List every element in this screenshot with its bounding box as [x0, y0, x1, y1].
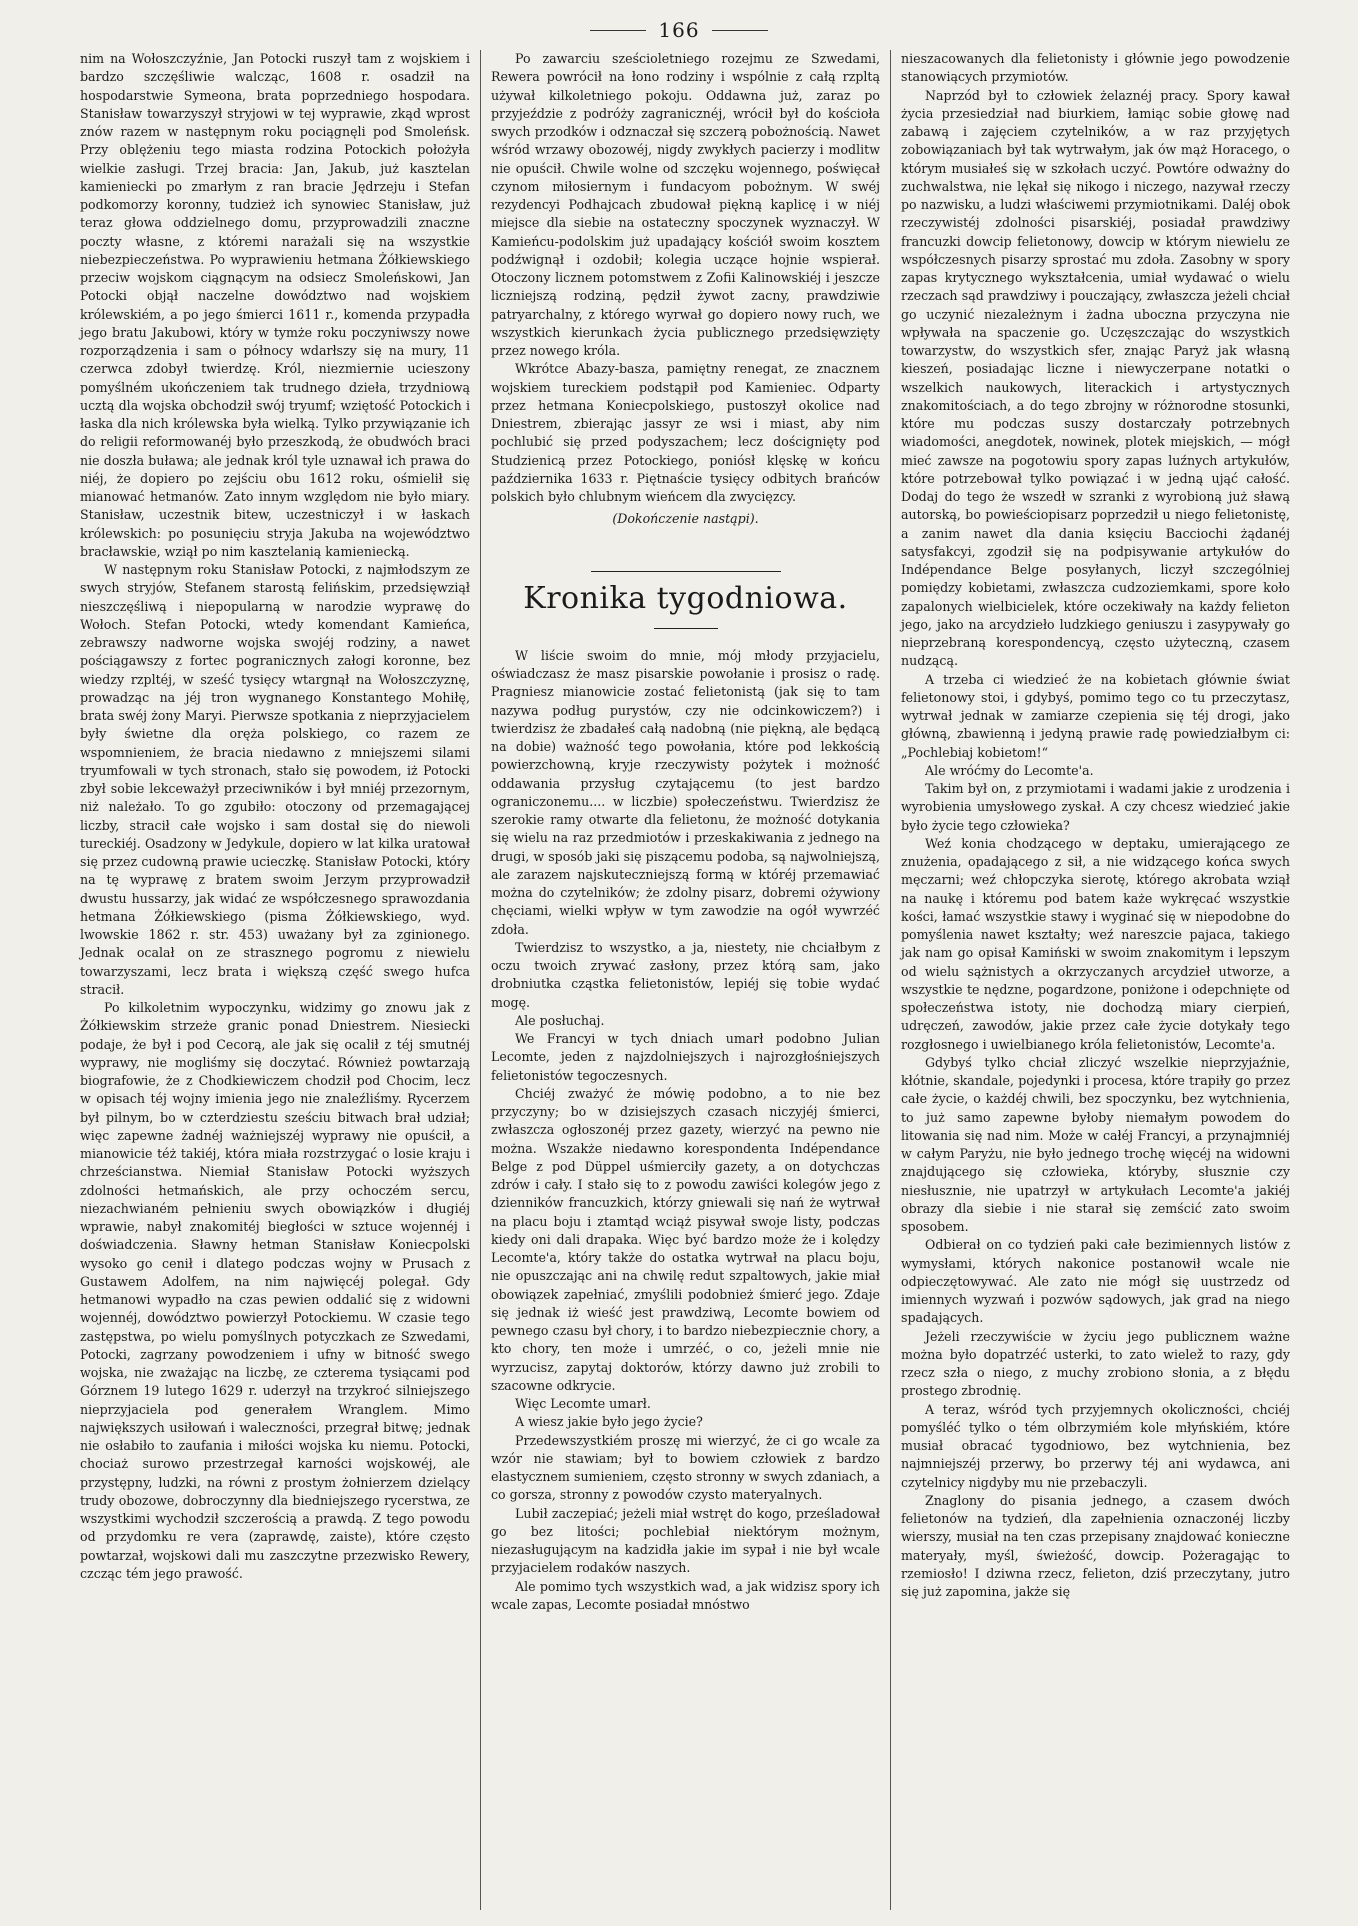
continuation-note: (Dokończenie nastąpi).	[612, 511, 759, 527]
paragraph: Więc Lecomte umarł.	[515, 1396, 651, 1411]
title-divider	[654, 628, 718, 629]
paragraph: Ale posłuchaj.	[515, 1012, 605, 1028]
paragraph: Po zawarciu sześcioletniego rozejmu ze Szwedami, Rewera powrócił na łono rodziny i wspólnie z całą rzpltą używał kilkoletniego pokoju. Oddawna już, zaraz po przyjeździe z podróży zagranicznéj, wrócił był do kościoła swych przodków i odznaczał się szczerą pobożnością. Nawet wśród wrzawy obozowéj, nigdy zwykłych pacierzy i modlitw nie opuścił. Chwile wolne od szczęku wojennego, poświęcał czynom miłosiernym i fundacyom pobożnym. W swéj rezydencyi Podhajcach zbudował piękną kaplicę i w niéj miejsce dla siebie na ostateczny spoczynek wyznaczył. W Kamieńcu-podolskim już upadający kościół swoim kosztem podźwignął i ozdobił; kolegia uczące hojnie wspierał. Otoczony licznem potomstwem z Zofii Kalinowskiéj i jeszcze liczniejszą rodziną, pędził żywot zacny, prawdziwie patryarchalny, z którego wyrwał go dopiero nowy ruch, we wszystkich kierunkach życia publicznego przedsięwzięty przez nowego króla.	[491, 51, 880, 358]
paragraph: A teraz, wśród tych przyjemnych okoliczności, chciéj pomyśléć tylko o tém olbrzymiém kole młyńskiém, które musiał obracać tygodniowo, bez wytchnienia, bez najmniejszéj przerwy, bo przerwy téj ani wydawca, ani czytelnicy nigdyby mu nie przebaczyli.	[901, 1401, 1290, 1490]
paragraph: Takim był on, z przymiotami i wadami jakie z urodzenia i wyrobienia umysłowego zyskał. A czy chcesz wiedzieć jakie było życie tego człowieka?	[901, 781, 1290, 833]
section-title: Kronika tygodniowa.	[523, 580, 848, 616]
page-number: 166	[658, 18, 700, 42]
paragraph: Ale wróćmy do Lecomte'a.	[925, 762, 1094, 778]
paragraph: Odbierał on co tydzień paki całe bezimiennych listów z wymysłami, których nakonice postanowił wcale nie odpieczętowywać. Ale zato nie mógł się uustrzedz od imiennych wyzwań i pozwów sądowych, jak grad na niego spadających.	[901, 1237, 1290, 1326]
header-rule-left	[590, 30, 646, 31]
paragraph: Ale pomimo tych wszystkich wad, a jak widzisz spory ich wcale zapas, Lecomte posiadał mnóstwo	[491, 1578, 880, 1612]
paragraph: nieszacowanych dla felietonisty i głównie jego powodzenie stanowiących przymiotów.	[901, 51, 1290, 85]
paragraph: Weź konia chodzącego w deptaku, umierającego ze znużenia, opadającego z sił, a nie widzącego końca swych męczarni; weź chłopczyka sierotę, którego akrobata wziął na naukę i któremu pod batem każe wykręcać wszystkie kości, łamać wszystkie stawy i wyginać się w niepodobne do pomyślenia nawet kształty; weź nareszcie pajaca, takiego jak nam go opisał Kamiński w swoim znakomitym i lepszym od wielu sążnistych a okrzyczanych arcydzieł utworze, a wszystkie te nędzne, pogardzone, poniżone i odepchnięte od społeczeństwa istoty, nie dochodzą miary cierpień, udręczeń, zawodów, jakie przez całe życie dotykały tego rozgłosnego i uwielbianego króla felietonistów, Lecomte'a.	[901, 835, 1290, 1052]
section-divider	[591, 571, 781, 572]
header-rule-right	[712, 30, 768, 31]
paragraph: Wkrótce Abazy-basza, pamiętny renegat, ze znacznem wojskiem tureckiem podstąpił pod Kamieniec. Odparty przez hetmana Koniecpolskiego, pustoszył okolice nad Dniestrem, zbierając jassyr ze wsi i miast, aby nim pochlubić się przed podyszachem; lecz doścignięty pod Studzienicą przez Potockiego, poniósł klęskę w końcu października 1633 r. Piętnaście tysięcy odbitych brańców polskich było chlubnym wieńcem dla zwycięzcy.	[491, 361, 880, 504]
paragraph: A wiesz jakie było jego życie?	[515, 1414, 703, 1430]
text-columns	[70, 50, 1300, 1910]
column-left	[70, 50, 480, 1910]
column-right	[890, 50, 1300, 1910]
column-middle	[480, 50, 890, 1910]
paragraph: Lubił zaczepiać; jeżeli miał wstręt do kogo, prześladował go bez litości; pochlebiał niektórym możnym, niezasługującym na kadzidła jakie im sypał i nie był wcale przyjacielem rodaków naszych.	[491, 1505, 880, 1576]
paragraph: Naprzód był to człowiek żelaznéj pracy. Spory kawał życia przesiedział nad biurkiem, łamiąc sobie głowę nad zabawą i zajęciem czytelników, a w raz przyjętych zobowiązaniach był tak wytrwałym, jak ów mąż Horacego, o którym musiałeś się w szkołach uczyć. Powtóre odważny do zuchwalstwa, nie lękał się nikogo i niczego, nazywał rzeczy po nazwisku, a ludzi właściwemi przymiotnikami. Daléj obok rzeczywistéj zdolności pisarskiéj, posiadał prawdziwy francuzki dowcip felietonowy, dowcip w którym niewielu ze współczesnych pisarzy sprostać mu zdoła. Zasobny w spory zapas krytycznego wykształcenia, umiał wydawać o wielu rzeczach sąd prawdziwy i pouczający, zwłaszcza jeżeli chciał go uczynić niezależnym i żadna uboczna przyczyna nie wpływała na spaczenie go. Uczęszczając do wszystkich towarzystw, do wszystkich sfer, znając Paryż jak własną kieszeń, posiadając liczne i niewyczerpane notatki o wszelkich naukowych, literackich i artystycznych znakomitościach, a do tego zbrojny w różnorodne stosunki, które mu podczas suszy dostarczały potrzebnych wiadomości, anegdotek, nowinek, plotek miejskich, — mógł mieć zawsze na pogotowiu spory zapas luźnych artykułów, które potrzebował tylko powiązać i w jedną ująć całość. Dodaj do tego że wszedł w szranki z wyrobioną już sławą autorską, bo powieściopisarz poprzedził u niego felietonistę, a zanim nawet dla dania księciu Bacciochi żądanéj satysfakcyi, zgodził się na podpisywanie artykułów do Indépendance Belge posyłanych, liczył szczególniej pomiędzy kobietami, zwłaszcza cudzoziemkami, spore koło zapalonych wielbicielek, które oczekiwały na każdy felieton jego, jako na arcydzieło ludzkiego geniuszu i zasypywały go nieprzebraną korespondencyą, często użyteczną, czasem nudzącą.	[901, 87, 1290, 669]
paragraph: Przedewszystkiém proszę mi wierzyć, że ci go wcale za wzór nie stawiam; był to bowiem człowiek z bardzo elastycznem sumieniem, często stronny w swych zdaniach, a co gorsza, stronny z powodów czysto materyalnych.	[491, 1432, 880, 1503]
paragraph: nim na Wołoszczyźnie, Jan Potocki ruszył tam z wojskiem i bardzo szczęśliwie walcząc, 1608 r. osadził na hospodarstwie Symeona, brata poprzedniego hospodara. Stanisław towarzyszył stryjowi w tej wyprawie, zkąd wprost znów razem w następnym roku pociągnęli pod Smoleńsk. Przy oblężeniu tego miasta rodzina Potockich położyła wielkie zasługi. Trzej bracia: Jan, Jakub, już kasztelan kamieniecki po zmarłym z ran bracie Jędrzeju i Stefan podkomorzy koronny, tudzież ich synowiec Stanisław, już teraz głowa oddzielnego domu, przyprowadzili znaczne poczty własne, z któremi narażali się na wszystkie niebezpieczeństwa. Po wyprawieniu hetmana Żółkiewskiego przeciw wojskom ciągnącym na odsiecz Smoleńskowi, Jan Potocki objął naczelne dowództwo nad wojskiem królewskiém, a po jego śmierci 1611 r., komenda przypadła jego bratu Jakubowi, który w tymże roku poczyniwszy nowe rozporządzenia i sam o północy wdarłszy się na mury, 11 czerwca zdobył twierdzę. Król, niezmiernie ucieszony pomyślném ukończeniem tak trudnego dzieła, trzydniową ucztą dla wojska obchodził swój tryumf; wziętość Potockich i łaska dla nich królewska była wielką. Tylko przywiązanie ich do religii reformowanéj było przeszkodą, że obudwóch braci nie doszła buława; ale jednak król tyle uznawał ich prawa do niéj, że dopiero po zejściu obu 1612 roku, ośmielił się mianować hetmanów. Zato innym względom nie było miary. Stanisław, uczestnik bitew, uczestniczył i w łaskach królewskich: po posunięciu stryja Jakuba na województwo bracławskie, wziął po nim kasztelanią kamieniecką.	[80, 51, 470, 559]
page-header	[0, 14, 1358, 46]
paragraph: Po kilkoletnim wypoczynku, widzimy go znowu jak z Żółkiewskim strzeże granic ponad Dniestrem. Niesiecki podaje, że był i pod Cecorą, ale jak się ocalił z téj smutnéj wyprawy, nie mogliśmy się doczytać. Również powtarzają biografowie, że z Chodkiewiczem chodził pod Chocim, lecz w opisach téj wojny imienia jego nie znaleźliśmy. Rycerzem był pilnym, bo w czterdziestu sześciu bitwach brał udział; więc zapewne żadnéj ważniejszéj wyprawy nie opuścił, a mianowicie téż takiéj, która miała rozstrzygać o losie kraju i chrześcianstwa. Niemiał Stanisław Potocki wyższych zdolności hetmańskich, ale przy ochoczém sercu, niezachwianém pełnieniu swych obowiązków i długiéj wprawie, nabył znakomitéj biegłości w sztuce wojennéj i doświadczenia. Sławny hetman Stanisław Koniecpolski wysoko go cenił i dlatego podczas wojny w Prusach z Gustawem Adolfem, na nim najwięcéj polegał. Gdy hetmanowi wypadło na czas pewien oddalić się z widowni wojennéj, dowództwo powierzył Potockiemu. W czasie tego zastępstwa, po wielu pomyślnych potyczkach ze Szwedami, Potocki, zagrzany powodzeniem i ufny w bitność swego wojska, nie zważając na liczbę, ze czterema tysiącami pod Górznem 19 lutego 1629 r. uderzył na trzykroć silniejszego nieprzyjaciela pod generałem Wranglem. Mimo największych usiłowań i waleczności, przegrał bitwę; jednak nie osłabiło to zaufania i miłości wojska ku niemu. Potocki, chociaż surowo przestrzegał karności wojskowéj, ale przystępny, ludzki, na równi z prostym żołnierzem dzielący trudy obozowe, dobroczynny dla biedniejszego rycerstwa, ze wszystkimi wychodził szczerością a prawdą. Z tego powodu od przydomku re vera (zaprawdę, zaiste), które często powtarzał, wojskowi dali mu zaszczytne przezwisko Rewery, czcząc tém jego prawość.	[80, 1000, 470, 1581]
paragraph: Gdybyś tylko chciał zliczyć wszelkie nieprzyjaźnie, kłótnie, skandale, pojedynki i procesa, które trapiły go przez całe życie, o każdéj chwili, bez spoczynku, bez wytchnienia, to już samo zapewne byłoby niemałym powodem do litowania się nad nim. Może w całéj Francyi, a przynajmniéj w całym Paryżu, nie było jednego trochę więcéj na widowni znajdującego się człowieka, któryby, słusznie czy niesłusznie, nie upatrzył w artykułach Lecomte'a jakiéj obrazy dla siebie i nie starał się zemścić zato swoim sposobem.	[901, 1054, 1290, 1234]
paragraph: W następnym roku Stanisław Potocki, z najmłodszym ze swych stryjów, Stefanem starostą felińskim, przedsięwziął nieszczęśliwą i niepopularną w narodzie wyprawę do Wołoch. Stefan Potocki, wtedy komendant Kamieńca, zebrawszy nadworne wojska swojéj rodziny, a nawet pościągawszy z fortec pogranicznych załogi koronne, bez wiedzy rzpltéj, w sześć tysięcy wtargnął na Wołoszczyznę, prowadząc na jéj tron wygnanego Konstantego Mohiłę, brata swéj żony Maryi. Pierwsze spotkania z nieprzyjacielem były świetne dla oręża polskiego, co razem ze wspomnieniem, że bracia niedawno z mniejszemi silami tryumfowali w tych stronach, stało się powodem, iż Potocki zbył sobie lekceważył przeciwników i był mniéj przezornym, niż należało. To go zgubiło: otoczony od przemagającej liczby, stracił całe wojsko i sam dostał się do niewoli tureckiéj. Osadzony w Jedykule, dopiero w lat kilka uratował się przez cudowną prawie ucieczkę. Stanisław Potocki, który na tę wyprawę z bratem swoim Jerzym przyprowadził dwustu hussarzy, jak widać ze współczesnego sprawozdania hetmana Żółkiewskiego (pisma Żółkiewskiego, wyd. lwowskie 1862 r. str. 453) uważany był za zginionego. Jednak ocalał on ze strasznego pogromu z niewielu towarzyszami, lecz brata i większą część swego hufca stracił.	[80, 562, 470, 997]
paragraph: Znaglony do pisania jednego, a czasem dwóch felietonów na tydzień, dla zapełnienia oznaczonéj liczby wierszy, musiał na ten czas przepisany znajdować konieczne materyały, myśl, świeżość, dowcip. Pożeragając to rzemiosło! I dziwna rzecz, felieton, dziś przeczytany, jutro się już zapomina, jakże się	[901, 1492, 1290, 1599]
paragraph: A trzeba ci wiedzieć że na kobietach głównie świat felietonowy stoi, i gdybyś, pomimo tego co tu przeczytasz, wytrwał jednak w zamiarze czepienia się téj drogi, jako główną, zbawienną i jedyną prawie radę powiedziałbym ci: „Pochlebiaj kobietom!“	[901, 671, 1290, 760]
paragraph: Jeżeli rzeczywiście w życiu jego publicznem ważne można było dopatrzéć usterki, to zato wielež to razy, gdy rzecz szła o niego, z muchy zrobiono słonia, a z błędu prostego zbrodnię.	[901, 1328, 1290, 1399]
paragraph: W liście swoim do mnie, mój młody przyjacielu, oświadczasz że masz pisarskie powołanie i prosisz o radę. Pragniesz mianowicie zostać felietonistą (jak się to tam nazywa podług purystów, czy nie odcinkowiczem?) i twierdzisz że zbadałeś całą nadobną (nie piękną, ale będącą na dobie) ważność tego powołania, które pod lekkością powierzchowną, kryje rzeczywisty pożytek i możność oddawania przysług czytającemu (to jest bardzo ograniczonemu.... w liczbie) społeczeństwu. Twierdzisz że szerokie ramy otwarte dla felietonu, że możność dotykania się wielu na raz przedmiotów i przeskakiwania z jednego na drugi, w sposób jaki się piszącemu podoba, są najwolniejszą, ale zarazem najskuteczniejszą formą w któréj przemawiać można do czytelników; że zdolny pisarz, dobremi ożywiony chęciami, wielki wpływ w tym zawodzie na ogół wywrzéć zdoła.	[491, 647, 880, 937]
paragraph: Chciéj zważyć że mówię podobno, a to nie bez przyczyny; bo w dzisiejszych czasach niczyjéj śmierci, zwłaszcza ogłoszonéj przez gazety, wierzyć na pewno nie można. Wszakże niedawno korespondenta Indépendance Belge z pod Düppel uśmierciły gazety, a on dotychczas zdrów i cały. I stało się to z powodu zawiści kolegów jego z dzienników francuzkich, którzy gniewali się nań że wytrwał na placu boju i ztamtąd wciąż pisywał swoje listy, podczas kiedy oni dali drapaka. Więc być bardzo może że i kolędzy Lecomte'a, który także do ostatka wytrwał na placu boju, nie opuszczając ani na chwilę redut szpaltowych, jakie miał obowiązek zapełniać, zmyślili podobnież śmierć jego. Zdaje się jednak iż wieść jest prawdziwą, Lecomte bowiem od pewnego czasu był chory, i to bardzo niebezpiecznie chory, a kto chory, ten może i umrzéć, o co, jeżeli mnie nie wyrzucisz, zapytaj doktorów, którzy dawno już zrobili to szacowne odkrycie.	[491, 1085, 880, 1393]
paragraph: Twierdzisz to wszystko, a ja, niestety, nie chciałbym z oczu twoich zrywać zasłony, przez którą sam, jako drobniutka cząstka felietonistów, lepiéj się tobie wydać mogę.	[491, 939, 880, 1010]
paragraph: We Francyi w tych dniach umarł podobno Julian Lecomte, jeden z najzdolniejszych i najrozgłośniejszych felietonistów tegoczesnych.	[491, 1031, 880, 1083]
